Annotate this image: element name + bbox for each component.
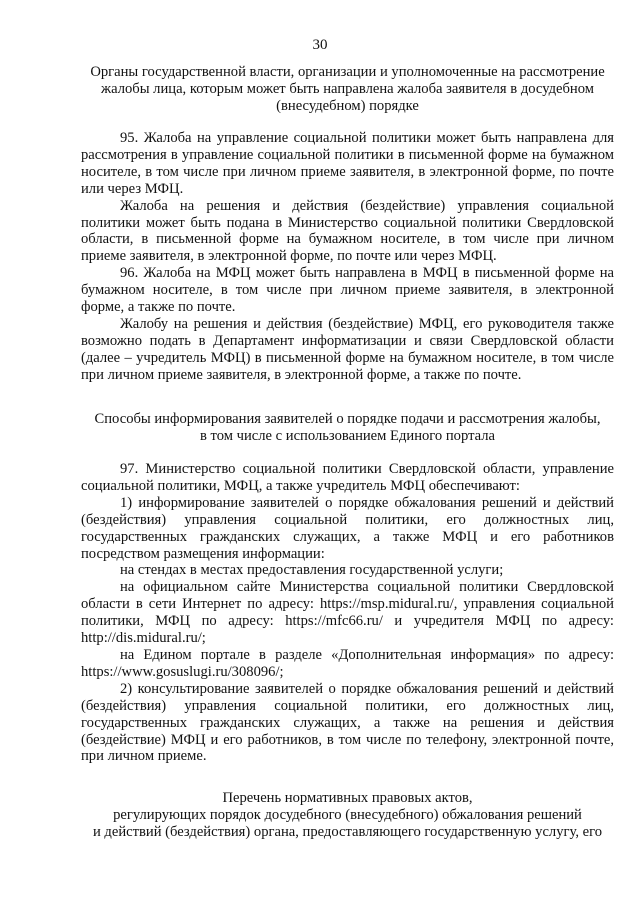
section-body-informing-methods [81, 461, 614, 765]
paragraph-97-item-2: 2) консультирование заявителей о порядке обжалования решений и действий (бездействия) управления социальной политики, его должностных лиц, государственных гражданских служащих, а также на решения и действия (бездействие) МФЦ и его работников, в том числе по телефону, электронной почте, при личном приеме. [81, 680, 614, 765]
title-line: регулирующих порядок досудебного (внесудебного) обжалования решений [113, 806, 582, 823]
title-line: жалобы лица, которым может быть направлена жалоба заявителя в досудебном [101, 80, 594, 97]
section-title-informing-methods [81, 411, 614, 445]
title-line: и действий (бездействия) органа, предоставляющего государственную услугу, его [92, 823, 603, 840]
paragraph-97-stands: на стендах в местах предоставления государственной услуги; [120, 562, 504, 579]
paragraph-95: 95. Жалоба на управление социальной политики может быть направлена для рассмотрения в управление социальной политики в письменной форме на бумажном носителе, в том числе при личном приеме заявителя, в электронной форме, по почте или через МФЦ. [81, 130, 614, 197]
paragraph-97-websites: на официальном сайте Министерства социальной политики Свердловской области в сети Интернет по адресу: https://msp.midural.ru/, управления социальной политики, МФЦ по адресу: https://mfc66.ru/ и учредителя МФЦ по адресу: http://dis.midural.ru/; [81, 579, 614, 647]
title-line: Способы информирования заявителей о порядке подачи и рассмотрения жалобы, [94, 411, 601, 427]
title-line: (внесудебном) порядке [276, 97, 419, 114]
paragraph-97-item-1: 1) информирование заявителей о порядке обжалования решений и действий (бездействия) управления социальной политики, его должностных лиц, государственных гражданских служащих, а также МФЦ и его работников посредством размещения информации: [81, 494, 614, 562]
title-line: Органы государственной власти, организации и уполномоченные на рассмотрение [90, 64, 605, 80]
section-title-regulatory-acts [81, 790, 614, 841]
paragraph-97-portal: на Едином портале в разделе «Дополнительная информация» по адресу: https://www.gosuslugi.ru/308096/; [81, 646, 614, 680]
section-body-complaint-bodies [81, 130, 614, 384]
page-number: 30 [312, 37, 328, 53]
paragraph-96: 96. Жалоба на МФЦ может быть направлена в МФЦ в письменной форме на бумажном носителе, в том числе при личном приеме заявителя, в электронной форме, а также по почте. [81, 265, 614, 316]
paragraph-97: 97. Министерство социальной политики Свердловской области, управление социальной политики, МФЦ, а также учредитель МФЦ обеспечивают: [81, 461, 614, 494]
section-title-complaint-bodies [81, 64, 614, 115]
title-line: в том числе с использованием Единого портала [199, 427, 496, 444]
title-line: Перечень нормативных правовых актов, [222, 790, 473, 806]
paragraph-95-ministry: Жалоба на решения и действия (бездействие) управления социальной политики может быть подана в Министерство социальной политики Свердловской области, в письменной форме на бумажном носителе, в том числе при личном приеме заявителя, в электронной форме, по почте или через МФЦ. [81, 197, 614, 265]
paragraph-96-department: Жалобу на решения и действия (бездействие) МФЦ, его руководителя также возможно подать в Департамент информатизации и связи Свердловской области (далее – учредитель МФЦ) в письменной форме на бумажном носителе, в том числе при личном приеме заявителя, в электронной форме, а также по почте. [81, 315, 614, 383]
